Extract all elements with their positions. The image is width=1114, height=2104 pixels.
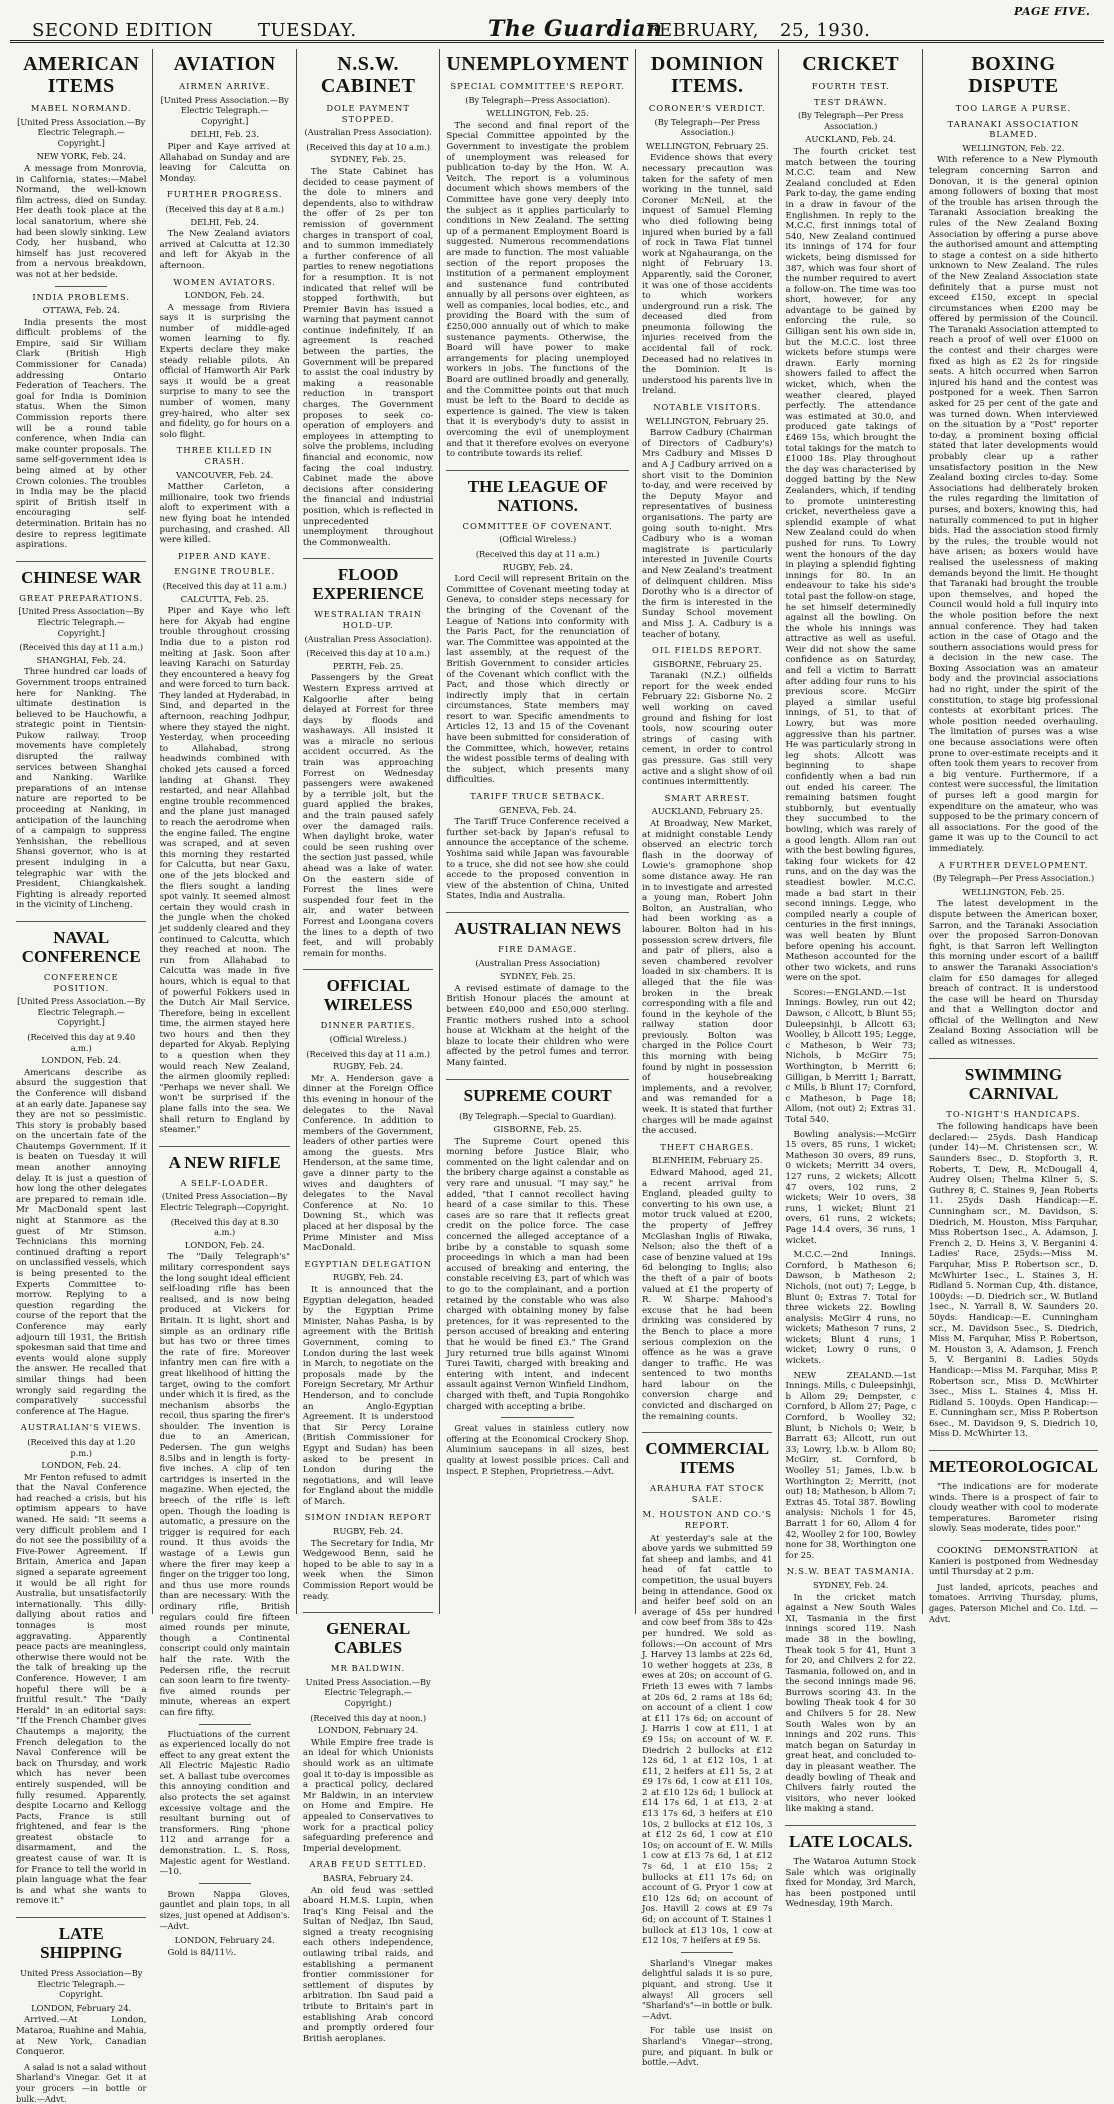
- headline: NAVAL CONFERENCE: [16, 921, 146, 966]
- subhead: EGYPTIAN DELEGATION: [304, 1258, 432, 1269]
- received-line: (Received this day at 9.40 a.m.): [27, 1031, 136, 1053]
- article-paragraph: "The indications are for moderate winds. There is a prospect of fair to cloudy weather with cool to moderate temperatures. Barometer rising slowly. Seas moderate, tides poor.": [928, 1482, 1099, 1535]
- received-line: (Received this day at 11 a.m.): [475, 548, 600, 559]
- article-paragraph: Arrived.—At London, Mataroa, Ruahine and Mahia, at New York, Canadian Conqueror.: [16, 2015, 147, 2058]
- article-paragraph: Fluctuations of the current as experienced locally do not effect to any great extent the All Electric Majestic Radio set. A ballast tube overcomes this annoying condition and also protects the set against excessive voltage and the resultant burning out of transformers. Ring 'phone 112 and arrange for a demonstration. L. S. Ross, Majestic agent for Westland.—10.: [159, 1729, 290, 1878]
- article-paragraph: A revised estimate of damage to the British Honour places the amount at between £40,000 and £50,000 sterling. Frantic mothers rushed into a school house at Wickham at the height of the blaze to locate their children who were affected by the petrol fumes and terror. Many fainted.: [446, 983, 630, 1068]
- dateline: SYDNEY, Feb. 25.: [330, 154, 406, 165]
- article-paragraph: Passengers by the Great Western Express arrived at Kalgoorlie after being delayed at Forrest for three days by floods and washaways. All insisted it was a miracle no serious accident occurred. As the train was approaching Forrest on Wednesday passengers were awakened by a terrible jolt, but the guard applied the brakes, and the train paused safely over the damaged rails. When daylight broke, water could be seen rushing over the section just passed, while ahead was a lake of water. On the eastern side of Forrest the lines were suspended four feet in the air, and water between Forrest and Loongana covers the lines to a depth of two feet, and will probably remain for months.: [302, 673, 434, 959]
- subhead: FURTHER PROGRESS.: [166, 189, 283, 200]
- headline: METEOROLOGICAL: [929, 1450, 1098, 1476]
- received-line: (Received this day at noon.): [310, 1712, 427, 1723]
- column-7: [923, 49, 1104, 1624]
- page-label: PAGE FIVE.: [1014, 5, 1091, 18]
- divider: [681, 1952, 733, 1953]
- dateline: LONDON, February 24.: [31, 2002, 132, 2013]
- subhead: TOO LARGE A PURSE.: [955, 103, 1072, 113]
- column-3: [297, 49, 440, 2044]
- article-paragraph: The fourth cricket test match between the touring M.C.C. team and New Zealand concluded at Eden Park to-day, the game ending in a draw in favour of the Englishmen. In reply to the M.C.C. first innings total of 540, New Zealand continued its innings of 174 for four wickets, being dismissed for 387, which was four short of the number required to avert a follow-on. The time was too short, however, for any advantage to be gained by enforcing the rule, so Gilligan sent his own side in, but the M.C.C. lost three wickets before stumps were drawn. Early morning showers failed to affect the wicket, which, when the weather cleared, played perfectly. The attendance was estimated at 30.0, and produced gate takings of £469 15s, which brought the total takings for the match to £1000 18s. Play throughout the day was characterised by dogged batting by the New Zealanders, which, if tending to promote uninteresting cricket, nevertheless gave a splendid example of what New Zealand could do when pushed for runs. To Lowry went the honours of the day in playing a splendid fighting innings for 80. In an endeavour to take his side's total past the follow-on stage, he set himself determinedly against all the bowling. On the whole his innings was attractive as well as useful. Weir did not show the same confidence as on Saturday, and fell a victim to Barratt after adding four runs to his previous score. McGirr played a similar useful innings, of 51, to that of Lowry, but was more aggressive than his partner. He was particularly strong in leg shots. Allcott was beginning to shape confidently when a bad run out ended his career. The remaining batsmen fought stubbornly, but eventually they succumbed to the bowling, which was rarely of a good length. Allom ran out with the best bowling figures, taking four wickets for 42 runs, and on the day was the steadiest bowler. M.C.C. made a bad start in their second innings. Legge, who compiled nearly a couple of centuries in the first innings, was well beaten by Blunt before opening his account. Matheson accounted for the other two wickets, and runs were on the spot.: [785, 146, 916, 984]
- received-line: (Received this day at 8.30 a.m.): [170, 1216, 279, 1238]
- subhead: A SELF-LOADER.: [180, 1177, 270, 1188]
- dateline: WELLINGTON, February 25.: [646, 415, 769, 426]
- subhead: TO-NIGHT'S HANDICAPS.: [946, 1108, 1081, 1119]
- subhead: AUSTRALIAN'S VIEWS.: [20, 1422, 142, 1433]
- dateline: RUGBY, Feb. 24.: [333, 1526, 404, 1537]
- subhead: N.S.W. BEAT TASMANIA.: [786, 1566, 915, 1577]
- article-paragraph: A message from Monrovia, in California, states:—Mabel Normand, the well-known film actress, died on Sunday. Her death took place at the local sanatorium, where she had been slowly sinking. Lew Cody, her husband, who himself has just recovered from a nervous breakdown, was not at her bedside.: [16, 163, 147, 280]
- article-paragraph: At yesterday's sale at the above yards we submitted 59 fat sheep and lambs, and 41 head of fat cattle to competition, the usual buyers being in attendance. Good ox and heifer beef sold on an average of 45s per hundred and cow beef from 38s to 42s per hundred. We sold as follows:—On account of Mrs J. Harvey 13 lambs at 22s 6d, 10 wether hoggets at 23s, 8 ewes at 20s; on account of G. Frieth 13 ewes with 7 lambs at 20s 6d, 2 rams at 18s 6d; on account of a client 1 cow at £11 17s 6d; on account of J. Harris 1 cow at £11, 1 at £9 15s; on account of W. F. Diedrich 2 bullocks at £12 12s 6d, 1 at £12 10s, 1 at £11, 2 heifers at £11 5s, 2 at £9 17s 6d, 1 cow at £11 10s, 2 at £10 12s 6d; 1 bullock at £14 17s 6d, 1 at £13, 2 at £13 17s 6d, 3 heifers at £10 10s, 2 bullocks at £12 10s, 3 at £12 2s 6d, 1 cow at £10 10s; on account of E. W. Mills 1 cow at £13 7s 6d, 1 at £12 7s 6d, 1 at £10 15s; 2 bullocks at £11 17s 6d; on account of G. Pryor 1 cow at £10 12s 6d; on account of Jos. Havill 2 cows at £9 7s 6d; on account of T. Staines 1 bullock at £13 10s, 1 cow at £12 10s, 7 heifers at £9 5s.: [642, 1533, 773, 1947]
- dateline: WELLINGTON, February 25.: [646, 140, 769, 151]
- subhead: A FURTHER DEVELOPMENT.: [938, 859, 1089, 870]
- dateline: LONDON, February 24.: [174, 1935, 275, 1946]
- subhead: DINNER PARTIES.: [320, 1020, 416, 1031]
- subhead: FOURTH TEST.: [811, 81, 890, 91]
- subhead: MABEL NORMAND.: [30, 103, 132, 113]
- received-line: (Received this day at 1.20 p.m.): [27, 1436, 136, 1458]
- source-line: [United Press Association.—By Electric Telegraph.—Copyright.]: [17, 996, 146, 1028]
- source-line: [United Press Association—By Electric Telegraph.—Copyright.]: [18, 606, 144, 638]
- headline: CHINESE WAR: [16, 561, 146, 587]
- headline: FLOOD EXPERIENCE: [303, 558, 433, 603]
- dateline: AUCKLAND, Feb. 24.: [805, 134, 897, 145]
- dateline: LONDON, February 24.: [318, 1725, 419, 1736]
- dateline: RUGBY, Feb. 24.: [502, 561, 573, 572]
- subhead: ARAB FEUD SETTLED.: [309, 1859, 427, 1870]
- article-paragraph: The Tariff Truce Conference received a further set-back by Japan's refusal to announce the acceptance of the scheme. Yoshima said while Japan was favourable to a truce, she did not see how she could accede to the proposed convention in view of the abstention of China, United States, India and Australia.: [446, 817, 630, 902]
- received-line: (Received this day at 10 a.m.): [306, 141, 430, 152]
- subhead: GREAT PREPARATIONS.: [19, 592, 144, 603]
- dateline: RUGBY, Feb. 24.: [333, 1272, 404, 1283]
- subhead: TARIFF TRUCE SETBACK.: [470, 791, 606, 802]
- subhead: ENGINE TROUBLE.: [174, 566, 276, 577]
- dateline: LONDON, Feb. 24.: [41, 1055, 122, 1066]
- headline: COMMERCIAL ITEMS: [642, 1432, 772, 1477]
- dateline: BLENHEIM, February 25.: [651, 1155, 763, 1166]
- article-paragraph: Americans describe as absurd the suggestion that the Conference will disband at an early date. Japanese say they are not so pessimistic. This story is probably based on the uncertain fate of the Chautemps Government. If it is beaten on Tuesday it will mean another annoying delay. It is just a question of how long the other delegates are prepared to remain idle. Mr MacDonald spent last night at Stanmore as the guest of Mr Stimson. Technicians this morning continued drafting a report on unclassified vessels, which is being presented to the Experts Committee to-morrow. Replying to a question regarding the course of the report that the Conference may early adjourn till 1931, the British spokesman said that time and events would alone supply the answer. He recalled that similar things had been wrongly said regarding the comparatively successful conference at The Hague.: [16, 1067, 147, 1417]
- dateline: GISBORNE, February 25.: [652, 658, 762, 669]
- day-label: TUESDAY.: [258, 20, 357, 41]
- article-paragraph: Piper and Kaye arrived at Allahabad on Sunday and are leaving for Calcutta on Monday.: [159, 141, 290, 184]
- headline: SUPREME COURT: [446, 1079, 629, 1105]
- dateline: GENEVA, Feb. 24.: [498, 804, 577, 815]
- subhead: SPECIAL COMMITTEE'S REPORT.: [450, 81, 625, 91]
- subhead: DOLE PAYMENT STOPPED.: [326, 103, 410, 124]
- dateline: NEW YORK, Feb. 24.: [36, 151, 126, 162]
- subhead: SIMON INDIAN REPORT: [304, 1512, 432, 1523]
- article-paragraph: The following handicaps have been declared:— 25yds. Dash Handicap (under 14)—M. Christensen scr., W. Saunders 8sec., D. Stopforth 3, R. Roberts, T. Dew, R. McDougall 4, Audrey Olsen; Thelma Kilner 5, S. Guthrey 8, C. Staines 9, Jean Roberts 11. 25yds Dash Handicap:—E. Cunningham scr., M. Davidson, S. Diedrich, M. Houston, Miss Farquhar, Miss Robertson 1sec., A. Adamson, J. French 2, D. Heins 3, V. Berganini 4. Ladies' Race, 25yds:—Miss M. Farquhar, Miss P. Robertson scr., D. McWhirter 1sec., L. Staines 3, H. Ridland 5. Norman Cup, 4th. distance, 100yds: —D. Diedrich scr., W. Butland 1sec., N. Yarrall 8, W. Saunders 20. 50yds. Handicap:—E. Cunningham scr., M. Davidson 5sec., S. Diedrich, Miss M. Farquhar, Miss P. Robertson, M. Houston 3, A. Adamson, J. French 5, V. Berganini 8. Ladies 50yds Handicap:—Miss M. Farquhar, Miss P. Robertson scr., Miss D. McWhirter 3sec., Miss L. Staines 4, Miss H. Ridland 5. 100yds. Open Handicap:—E. Cunningham scr., Miss P. Robertson 6sec., M. Davidson 9, S. Diedrich 10, Miss D. McWhirter 13.: [928, 1122, 1099, 1440]
- headline: DOMINION ITEMS.: [650, 53, 764, 97]
- advertisement: Great values in stainless cutlery now offering at the Economical Crockery Shop. Aluminium saucepans in all sizes, best quality at lowest possible prices. Call and inspect. P. Stephen, Proprietress.—Advt.: [446, 1423, 630, 1476]
- dateline: DELHI, Feb. 23.: [190, 129, 259, 140]
- month-label: FEBRUARY,: [646, 20, 759, 41]
- subhead: FIRE DAMAGE.: [498, 943, 578, 954]
- dateline: GISBORNE, Feb. 25.: [493, 1124, 582, 1135]
- dateline: VANCOUVER, Feb. 24.: [176, 469, 274, 480]
- article-paragraph: Barrow Cadbury (Chairman of Directors of Cadbury's) Mrs Cadbury and Misses D and A J Cadbury arrived on a short visit to the Dominion to-day, and were received by the Deputy Mayor and representatives of business organisations. The party are going south to-night. Mrs Cadbury who is a woman magistrate is particularly interested in Juvenile Courts and New Zealand's treatment of delinquent children. Miss Dorothy who is a director of the firm is interested in the Sunday School movement and Miss J. A. Cadbury is a teacher of botany.: [642, 428, 773, 640]
- dateline: SYDNEY, Feb. 24.: [812, 1579, 889, 1590]
- divider: [199, 1724, 251, 1725]
- article-paragraph: The Supreme Court opened this morning before Justice Blair, who commented on the light calendar and on the bribery charge against a constable as very rare and unusual. "I may say," he added, "that I cannot recollect having heard of a case similar to this. These cases are so rare that it reflects great credit on the police force. The case concerned the alleged acceptance of a bribe by a constable to squash some proceedings in which a man had been accused of breaking and entering, the constable receiving £3, part of which was to go to the complainant, and a portion retained by the constable who was also charged with obtaining money by false pretences, for it was represented to the person accused of breaking and entering that he would be fined £3." The Grand Jury returned true bills against Winomi Turei Tawiti, charged with breaking and entering with intent, and indecent assault against Vernon Winfield Lindhom, charged with theft, and Tupia Rongohiko charged with accepting a bribe.: [446, 1136, 630, 1412]
- column-5: [636, 49, 779, 2068]
- advertisement: A salad is not a salad without Sharland's Vinegar. Get it at your grocers —in bottle or bulk.—Advt.: [16, 2061, 147, 2104]
- source-line: (United Press Association—By Electric Telegraph—Copyright.: [160, 1191, 290, 1212]
- divider: [55, 286, 107, 287]
- scorecard: NEW ZEALAND.—1st Innings. Mills, c Duleepsinhji, b Allom 29; Dempster, c Cornford, b Allom 27; Page, c Cornford, b Woolley 32; Blunt, b Nichols 0; Weir, b Barratt 63; Allcott, run out 33; Lowry, l.b.w. b Allom 80; McGirr, st. Cornford, b Woolley 51; James, l.b.w. b Worthington 2; Merritt, (not out) 18; Matheson, b Allom 7; Extras 45. Total 387. Bowling analysis: Nichols 1 for 45, Barratt 1 for 60, Allom 4 for 42, Woolley 2 for 100, Bowley none for 38, Worthington one for 25.: [785, 1370, 916, 1561]
- subhead: THEFT CHARGES.: [660, 1141, 755, 1152]
- edition-label: SECOND EDITION: [32, 20, 214, 41]
- headline: LATE SHIPPING: [16, 1917, 146, 1962]
- article-paragraph: It is announced that the Egyptian delegation, headed by the Egyptian Prime Minister, Nahas Pasha, is by agreement with the British Government, coming to London during the last week in March, to negotiate on the proposals made by the Foreign Secretary, Mr Arthur Henderson, and to conclude an Anglo-Egyptian Agreement. It is understood that Sir Percy Loraine (British Commissioner for Egypt and Sudan) has been asked to be present in London during the negotiations, and will leave for England about the middle of March.: [302, 1285, 434, 1507]
- article-paragraph: At Broadway, New Market, at midnight constable Lendy observed an electric torch flash in the doorway of Lowie's gramophone shop some distance away. He ran in to investigate and arrested a young man, Robert John Bolton, an Australian, who had been working as a labourer. Bolton had in his possession screw drivers, file and pair of pliers, also a seven chambered revolver loaded in six chambers. It is alleged that the file was broken in the break corresponding with a file and found in the keyhole of the railway station door previously. Bolton was charged in the Police Court this morning with being found by night in possession of housebreaking implements, and a revolver, and was remanded for a week. It is stated that further charges will be made against the accused.: [642, 819, 773, 1137]
- article-paragraph: In the cricket match against a New South Wales XI, Tasmania in the first innings scored 119. Nash made 38 in the bowling, Theak took 5 for 41, Hunt 3 for 20, and Chilvers 2 for 22. Tasmania, followed on, and in the second innings made 96. Burrows scoring 43. In the bowling Theak took 4 for 30 and Chilvers 5 for 28. New South Wales won by an innings and 202 runs. This match began on Saturday in great heat, and concluded to-day in pleasant weather. The deadly bowling of Theak and Chilvers fairly routed the visitors, who never looked like making a stand.: [785, 1592, 916, 1815]
- subhead: MR BALDWIN.: [330, 1663, 406, 1674]
- article-paragraph: Matther Carleton, a millionaire, took two friends aloft to experiment with a new flying boat he intended purchasing, and crashed. All were killed.: [159, 482, 290, 546]
- article-paragraph: An old feud was settled aboard H.M.S. Lupin, when Iraq's King Feisal and the Sultan of Nedjaz, Ibn Saud, signed a treaty recognising each others independence, outlawing tribal raids, and establishing a permanent frontier commissioner for settlement of disputes by arbitration. Ibn Saud paid a tribute to Britain's part in establishing Arab concord and promptly ordered four British aeroplanes.: [302, 1885, 434, 2044]
- article-paragraph: While Empire free trade is an ideal for which Unionists should work as an ultimate goal it to-day is impossible as a practical policy, declared Mr Baldwin, in an interview on Home and Empire. He appealed to Conservatives to work for a practical policy safeguarding preference and Imperial development.: [302, 1737, 434, 1854]
- paper-title: The Guardian: [488, 16, 663, 42]
- advertisement: Sharland's Vinegar makes delightful salads it is so pure, piquant, and strong. Use it always! All grocers sell "Sharland's"—in bottle or bulk. —Advt.: [642, 1957, 773, 2021]
- headline: OFFICIAL WIRELESS: [303, 969, 433, 1014]
- article-paragraph: The Secretary for India, Mr Wedgewood Benn, said he hoped to be able to say in a week when the Simon Commission Report would be ready.: [302, 1538, 434, 1602]
- divider: [501, 1417, 574, 1418]
- source-line: United Press Association.—By Electric Telegraph.—Copyright.): [305, 1676, 431, 1708]
- article-paragraph: Three hundred car loads of Government troops entrained here for Nanking. The ultimate destination is believed to be Hauchowfu, a strategic point in Tientsin-Pukow railway. Troop movements have completely disrupted the railway services between Shanghai and Nanking. Warlike preparations of an intense nature are reported to be proceeding at Nanking, in anticipation of the launching of a campaign to suppress Yenhsishan, the rebellious Shansi governor, who is at present indulging in a telegraphic war with the President, Chiangkaishek. Fighting is already reported in the vicinity of Lincheng.: [16, 667, 147, 911]
- source-line: (Official Wireless.): [329, 1033, 407, 1044]
- dateline: LONDON, Feb. 24.: [41, 1460, 122, 1471]
- subhead: CORONER'S VERDICT.: [648, 103, 766, 113]
- headline: SWIMMING CARNIVAL: [929, 1058, 1098, 1103]
- headline: A NEW RIFLE: [159, 1146, 289, 1172]
- received-line: (Received this day at 10 a.m.): [306, 648, 430, 659]
- source-line: (By Telegraph—Per Press Association.): [797, 110, 904, 131]
- subhead: PIPER AND KAYE.: [178, 550, 272, 561]
- bowling-analysis: Bowling analysis:—McGirr 15 overs, 85 runs, 1 wicket; Matheson 30 overs, 89 runs, 0 wickets; Merritt 34 overs, 127 runs, 2 wickets; Allcott 47 overs, 102 runs, 2 wickets; Weir 10 overs, 38 runs, 1 wicket; Blunt 21 overs, 61 runs, 2 wickets; Page 14.4 overs, 36 runs, 1 wicket.: [785, 1129, 916, 1246]
- source-line: (Official Wireless.): [499, 534, 577, 545]
- source-line: (Australian Press Association).: [304, 633, 432, 644]
- source-line: (By Telegraph—Per Press Association.): [654, 116, 760, 138]
- subhead: COMMITTEE OF COVENANT.: [462, 520, 613, 531]
- article-paragraph: The New Zealand aviators arrived at Calcutta at 12.30 and left for Akyab in the afternoon.: [159, 229, 290, 271]
- dateline: SYDNEY, Feb. 25.: [499, 971, 576, 982]
- dateline: LONDON, Feb. 24.: [184, 290, 265, 301]
- article-paragraph: The Wataroa Autumn Stock Sale which was originally fixed for Monday, 3rd March, has been postponed until Wednesday, 19th March.: [785, 1857, 916, 1910]
- source-line: (By Telegraph—Press Association).: [465, 94, 611, 105]
- article-paragraph: The "Daily Telegraph's" military correspondent says the long sought ideal efficient self-loading rifle has been realised, and is now being produced at Vickers for Britain. It is light, short and simple as an ordinary rifle but has two or three times the rate of fire. Moreover infantry men can fire with a great likelihood of hitting the target, owing to the comfort under which it is fired, as the mechanism absorbs the recoil, thus sparing the firer's shoulder. The invention is due to an American, Pedersen. The gun weighs 8.5lbs and in length is forty-five inches. A clip of ten cartridges is inserted in the magazine. When ejected, the breech of the rifle is left open. Though the loading is automatic, a pressure on the trigger is required for each round. It thus avoids the wastage of a Lewis gun where the firer may keep a finger on the trigger too long, and thus use more rounds than are necessary. With the ordinary rifle, British regulars could fire fifteen aimed rounds per minute, though a Continental conscript could only maintain half the rate. With the Pedersen rifle, the recruit can soon learn to fire twenty-five aimed rounds per minute, whereas an expert can fire fifty.: [159, 1252, 290, 1718]
- subhead: SMART ARREST.: [664, 792, 750, 803]
- dateline: WELLINGTON, Feb. 25.: [962, 886, 1065, 897]
- dateline: DELHI, Feb. 24.: [190, 216, 259, 227]
- dateline: BASRA, February 24.: [322, 1872, 414, 1883]
- dateline: PERTH, Feb. 25.: [332, 660, 404, 671]
- article-paragraph: Mr A. Henderson gave a dinner at the Foreign Office this evening in honour of the delegates to the Naval Conference. In addition to members of the Government, leaders of other parties were among the guests. Mrs Henderson, at the same time, gave a dinner party to the wives and daughters of delegates to the Naval Conference at No. 10 Downing St., which was placed at her disposal by the Prime Minister and Miss MacDonald.: [302, 1073, 434, 1254]
- advertisement: Just landed, apricots, peaches and tomatoes. Arriving Thursday, plums, gages. Paterson Michel and Co. Ltd. —Advt.: [928, 1581, 1099, 1624]
- headline: AUSTRALIAN NEWS: [446, 912, 629, 938]
- source-line: [United Press Association.—By Electric Telegraph.—Copyright.]: [160, 94, 289, 126]
- headline: N.S.W. CABINET: [320, 53, 416, 97]
- subhead: INDIA PROBLEMS.: [32, 291, 131, 302]
- subhead: WESTRALIAN TRAIN HOLD-UP.: [314, 609, 423, 630]
- dateline: WELLINGTON, Feb. 25.: [486, 108, 589, 119]
- scorecard: Scores:—ENGLAND.—1st Innings. Bowley, run out 42; Dawson, c Allcott, b Blunt 55; Duleepsinhji, b Allcott 63; Woolley, b Allcott 195; Legge, c Matheson, b Weir 73; Nichols, b McGirr 75; Worthington, b Merritt 6; Gilligan, b Merritt 1; Barratt, c Mills, b Blunt 17; Cornford, c Matheson, b Page 18; Allom, (not out) 2; Extras 31. Total 540.: [785, 987, 916, 1125]
- source-line: [United Press Association.—By Electric Telegraph.—Copyright.]: [17, 116, 146, 148]
- headline: AVIATION: [173, 53, 276, 75]
- dateline: SHANGHAI, Feb. 24.: [36, 654, 126, 665]
- received-line: (Received this day at 11 a.m.): [162, 580, 287, 591]
- dateline: LONDON, Feb. 24.: [184, 1239, 265, 1250]
- masthead: [10, 0, 1104, 43]
- headline: LATE LOCALS.: [785, 1825, 915, 1851]
- subhead: AIRMEN ARRIVE.: [179, 81, 271, 91]
- scorecard: M.C.C.—2nd Innings. Cornford, b Matheson 6; Dawson, b Matheson 2; Nichols, (not out) 7; Legge, b Blunt 0; Extras 7. Total for three wickets 22. Bowling analysis: McGirr 4 runs, no wickets; Matheson 7 runs, 2 wickets; Blunt 4 runs, 1 wicket; Lowry 0 runs, 0 wickets.: [785, 1250, 916, 1367]
- column-4: [440, 49, 636, 1614]
- subhead: ARAHURA FAT STOCK SALE.: [649, 1483, 765, 1504]
- article-paragraph: Edward Mahood, aged 21, a recent arrival from England, pleaded guilty to converting to his own use, a motor truck valued at £200, the property of Jeffrey McGlashan Inglis of Riwaka, Nelson; also the theft of a case of benzine valued at 19s 6d belonging to Inglis; also the theft of a pair of boots valued at £1 the property of R. W. Sharpe. Mahood's excuse that he had been drinking was considered by the Bench to place a more serious complexion on the offence as he was a grave danger to traffic. He was sentenced to two months hard labour on the conversion charge and convicted and discharged on the remaining counts.: [642, 1168, 773, 1422]
- headline: BOXING DISPUTE: [968, 53, 1059, 97]
- article-paragraph: With reference to a New Plymouth telegram concerning Sarron and Donovan, it is the general opinion among followers of boxing that most of the trouble has arisen through the Taranaki Association breaking the rules of the New Zealand Boxing Association by offering a purse above the authorised amount and attempting to stage a contest on a side hitherto unknown to New Zealand. The rules of the New Zealand Association state definitely that a purse must not exceed £150, except in special circumstances when £200 may be offered by permission of the Council. The Taranaki Association attempted to reach a proof of well over £1000 on the contest and their charges were fixed as high as £2 2s for ringside seats. A hitch occurred when Sarron injured his hand and the contest was postponed for a week. Then Sarron asked for 25 per cent of the gate and was turned down. When interviewed on the situation by a "Post" reporter to-day, a prominent boxing official stated that later developments would probably clear up a rather unsatisfactory position in the New Zealand boxing circles to-day. Some Associations had deliberately broken the rules regarding the limitation of purses, and boxers, knowing this, had naturally commenced to put in higher bids. Had the association stood firmly by the rules, the trouble would not have arisen; as boxers would have realised the uselessness of making demands beyond the limit. He thought that Taranaki had brought the trouble upon themselves, and hoped the Council would hold a full inquiry into the whole position before the next annual conference. They had taken action in the case of Otago and the southern associations would press for a decision in the new case. The Boxing Association was an amateur body and the provincial associations had no right, under the spirit of the constitution, to stage big professional contests at exorbitant prices. The whole position needed overhauling. The limitation of purses was a wise one because associations were often prone to over-estimate receipts and it often took them years to recover from a big venture. Furthermore, if a contest were successful, the limitation of purses left a good margin for expenditure on the amateur, who was supposed to be the primary concern of all associations. For the good of the game it was up to the Council to act immediately.: [928, 155, 1099, 854]
- article-paragraph: The latest development in the dispute between the American boxer, Sarron, and the Taranaki Association over the proposed Sarron-Donovan fight, is that Sarron left Wellington this morning under escort of a bailiff to answer the Taranaki Association's claim for £50 damages for alleged breach of contract. It is understood the case will be heard on Thursday and that a Wellington doctor and official of the Wellington and New Zealand Boxing Association will be called as witnesses.: [928, 899, 1099, 1048]
- article-paragraph: A message from Riviera says it is surprising the number of middle-aged women learning to fly. Experts declare they make steady reliable pilots. An official of Hamworth Air Park says it would be a great surprise to many to see the number of women, many grey-haired, who alter sex and fidelity, go for hours on a solo flight.: [159, 302, 290, 440]
- headline: CRICKET: [802, 53, 900, 75]
- subhead: THREE KILLED IN CRASH.: [176, 445, 273, 466]
- divider: [980, 1540, 1048, 1541]
- column-6: [779, 49, 922, 1910]
- received-line: (Received this day at 11 a.m.): [19, 642, 144, 653]
- article-paragraph: Mr Fenton refused to admit that the Naval Conference had reached a crisis, but his optimism appears to have waned. He said: "It seems a very difficult problem and I do not see the possibility of a Five-Power Agreement. If Britain, America and Japan signed a separate agreement it would be all right for Australia, but unsatisfactorily internationally. This dilly-dallying about ratios and tonnages is most aggravating. Apparently peace pacts are meaningless, otherwise there would not be the talk of breaking up the Conference. However, I am hopeful there will be a fruitful result." The "Daily Herald" in an editorial says: "If the French Chamber gives Chautemps a majority, the French delegation to the Naval Conference will be back on Thursday, and work which has never been entirely suspended, will be fully resumed. Apparently, despite Locarno and Kellogg Pacts, France is still frightened, and fear is the greatest obstacle to disarmament, and the greatest cause of war. It is for France to tell the world in plain language what the fear is and what she wants to remove it.": [16, 1472, 147, 1907]
- dateline: OTTAWA, Feb. 24.: [42, 305, 120, 316]
- article-paragraph: COOKING DEMONSTRATION at Kanieri is postponed from Wednesday until Thursday at 2 p.m.: [928, 1546, 1099, 1578]
- source-line: (By Telegraph—Per Press Association.): [932, 873, 1095, 884]
- source-line: (By Telegraph.—Special to Guardian).: [459, 1110, 617, 1121]
- subhead: NOTABLE VISITORS.: [653, 402, 762, 413]
- subhead: M. HOUSTON AND CO.'S REPORT.: [642, 1509, 773, 1531]
- dateline: WELLINGTON, Feb. 22.: [962, 142, 1065, 153]
- article-paragraph: India presents the most difficult problems of the Empire, said Sir William Clark (British High Commissioner for Canada) addressing Ontario Federation of Teachers. The goal for India is Dominion status. When the Simon Commission reports there will be a round table conference, when India can make counter proposals. The same self-government idea is being aimed at by other Crown colonies. The troubles in India may be the placid spirit of British itself in encouraging self-determination. Britain has no desire to repress legitimate aspirations.: [16, 317, 147, 551]
- dateline: AUCKLAND, February 25.: [651, 806, 763, 817]
- dateline: CALCUTTA, Feb. 25.: [180, 593, 269, 604]
- date-label: 25, 1930.: [780, 20, 871, 41]
- subhead: TARANAKI ASSOCIATION BLAMED.: [947, 118, 1080, 140]
- received-line: (Received this day at 11 a.m.): [306, 1048, 430, 1059]
- source-line: (Australian Press Association): [475, 957, 600, 968]
- subhead: TEST DRAWN.: [813, 96, 888, 107]
- article-paragraph: Taranaki (N.Z.) oilfields report for the week ended February 22: Gisborne No. 2 well working on caved ground and fishing for lost tools, now scouring outer strings of casing with cement, in order to control gas pressure. Gas still very active and a slight show of oil continues intermittently.: [642, 671, 773, 788]
- advertisement: For table use insist on Sharland's Vinegar—strong, pure, and piquant. In bulk or bottle.—Advt.: [642, 2025, 773, 2068]
- article-paragraph: The second and final report of the Special Committee appointed by the Government to investigate the problem of unemployment was released for publication to-day by the Hon. W. A. Veitch. The report is a voluminous document which shows members of the Committee have gone very deeply into the subject as it applies particularly to conditions in New Zealand. The setting up of a permanent Employment Board is suggested. Numerous recommendations are made to function. The most valuable section of the report proposes the institution of a permanent employment and sustenance fund contributed annually by all persons over eighteen, as well as companies, local bodies, etc., and providing the Board with the sum of £250,000 annually out of which to make sustenance payments. Otherwise, the Board will have power to make arrangements for placing unemployed workers in jobs. The functions of the Board are outlined broadly and generally, and the Committee points out that much must be left to the Board to decide as experience is gained. The view is taken that it is everybody's duty to assist in overcoming the evil of unemployment and that it therefore evolves on everyone to contribute towards its relief.: [446, 120, 630, 460]
- article-paragraph: Lord Cecil will represent Britain on the Committee of Covenant meeting today at Geneva, to consider steps necessary for the bringing of the Covenant of the League of Nations into conformity with the Paris Pact, for the renunciation of war. The Committee was appointed at the last assembly, at the request of the British Government to consider articles of the Covenant which conflict with the Pact, and those which directly or indirectly imply that in certain circumstances, State members may resort to war. Specific amendments to Articles 12, 13 and 15 of the Covenant have been submitted for consideration of the Committee, which, however, retains the widest possible terms of dealing with the subject, which presents many difficulties.: [446, 574, 630, 786]
- headline: GENERAL CABLES: [303, 1612, 433, 1657]
- columns: [10, 49, 1104, 2104]
- advertisement: Brown Nappa Gloves, gauntlet and plain tops, in all sizes, just opened at Addison's.—Advt.: [159, 1888, 290, 1931]
- article-paragraph: Piper and Kaye who left here for Akyab had engine trouble throughout crossing India due to a piston rod melting at Jask. Soon after leaving Karachi on Saturday they encountered a heavy fog and were forced to turn back. They landed at Hyderabad, in Sind, and departed in the afternoon, reaching Jodhpur, where they stayed the night. Yesterday, when proceeding to Allahabad, strong headwinds combined with choked jets caused a forced landing at Ghansi. They restarted, and near Allahbad engine trouble recommenced and the plane just managed to reach the aerodrome when the engine failed. The engine was scraped, and at seven this morning they restarted for Calcutta, but near Gaxu, one of the jets blocked and the fliers sought a landing spot vainly. It seemed almost certain they would crash in the jungle when the choked jet suddenly cleared and they continued to Calcutta, which they reached at noon. The run from Allahabad to Calcutta was made in five hours, which is equal to that of powerful Fokkers used in the Dutch Air Mail Service. Therefore, being in excellent time, the airmen stayed here two hours and then they departed for Akyab. Replying to a question when they would reach New Zealand, the airmen gloomily replied: "Perhaps we never shall. We won't be surprised if the plane falls into the sea. We shall return to England by steamer.": [159, 606, 290, 1136]
- headline: UNEMPLOYMENT: [446, 53, 630, 75]
- dateline: RUGBY, Feb. 24.: [333, 1061, 404, 1072]
- divider: [199, 1883, 251, 1884]
- headline: AMERICAN ITEMS: [23, 53, 140, 97]
- received-line: (Received this day at 8 a.m.): [165, 203, 284, 214]
- article-paragraph: Gold is 84/11½.: [167, 1947, 237, 1958]
- headline: THE LEAGUE OF NATIONS.: [446, 470, 629, 515]
- subhead: OIL FIELDS REPORT.: [652, 645, 763, 656]
- column-2: [153, 49, 296, 1958]
- source-line: United Press Association—By Electric Telegraph.—Copyright.: [20, 1968, 143, 2000]
- article-paragraph: The State Cabinet has decided to cease payment of the dole to miners and dependents, also to withdraw the offer of 2s per ton remission of government charges in transport of coal, and to summon immediately a further conference of all parties to renew negotiations for a resumption. It is not indicated that relief will be stopped forthwith, but Premier Bavin has issued a warning that payment cannot continue indefinitely. If an agreement is reached between the parties, the Government will be prepared to assist the coal industry by making a reasonable reduction in transport charges. The Government proposes to seek co-operation of employers and employees in attempting to solve the problems, including financial and economic, now facing the coal industry. Cabinet made the above decisions after considering the financial and industrial position, which is reflected in unprecedented unemployment throughout the Commonwealth.: [302, 166, 434, 548]
- column-1: [10, 49, 153, 2104]
- subhead: CONFERENCE POSITION.: [43, 971, 119, 993]
- article-paragraph: Evidence shows that every necessary precaution was taken for the safety of men working in the tunnel, said Coroner McNeil, at the inquest of Samuel Fleming who died following being injured when buried by a fall of rock in Tawa Flat tunnel work at Ngahauranga, on the night of February 13. Apparently, said the Coroner, it was one of those accidents to which workers underground run a risk. The deceased died from pneumonia following the injuries received from the accidental fall of rock. Deceased had no relatives in the Dominion. It is understood his parents live in Ireland.: [642, 153, 773, 397]
- subhead: WOMEN AVIATORS.: [173, 276, 276, 287]
- source-line: (Australian Press Association).: [304, 127, 432, 138]
